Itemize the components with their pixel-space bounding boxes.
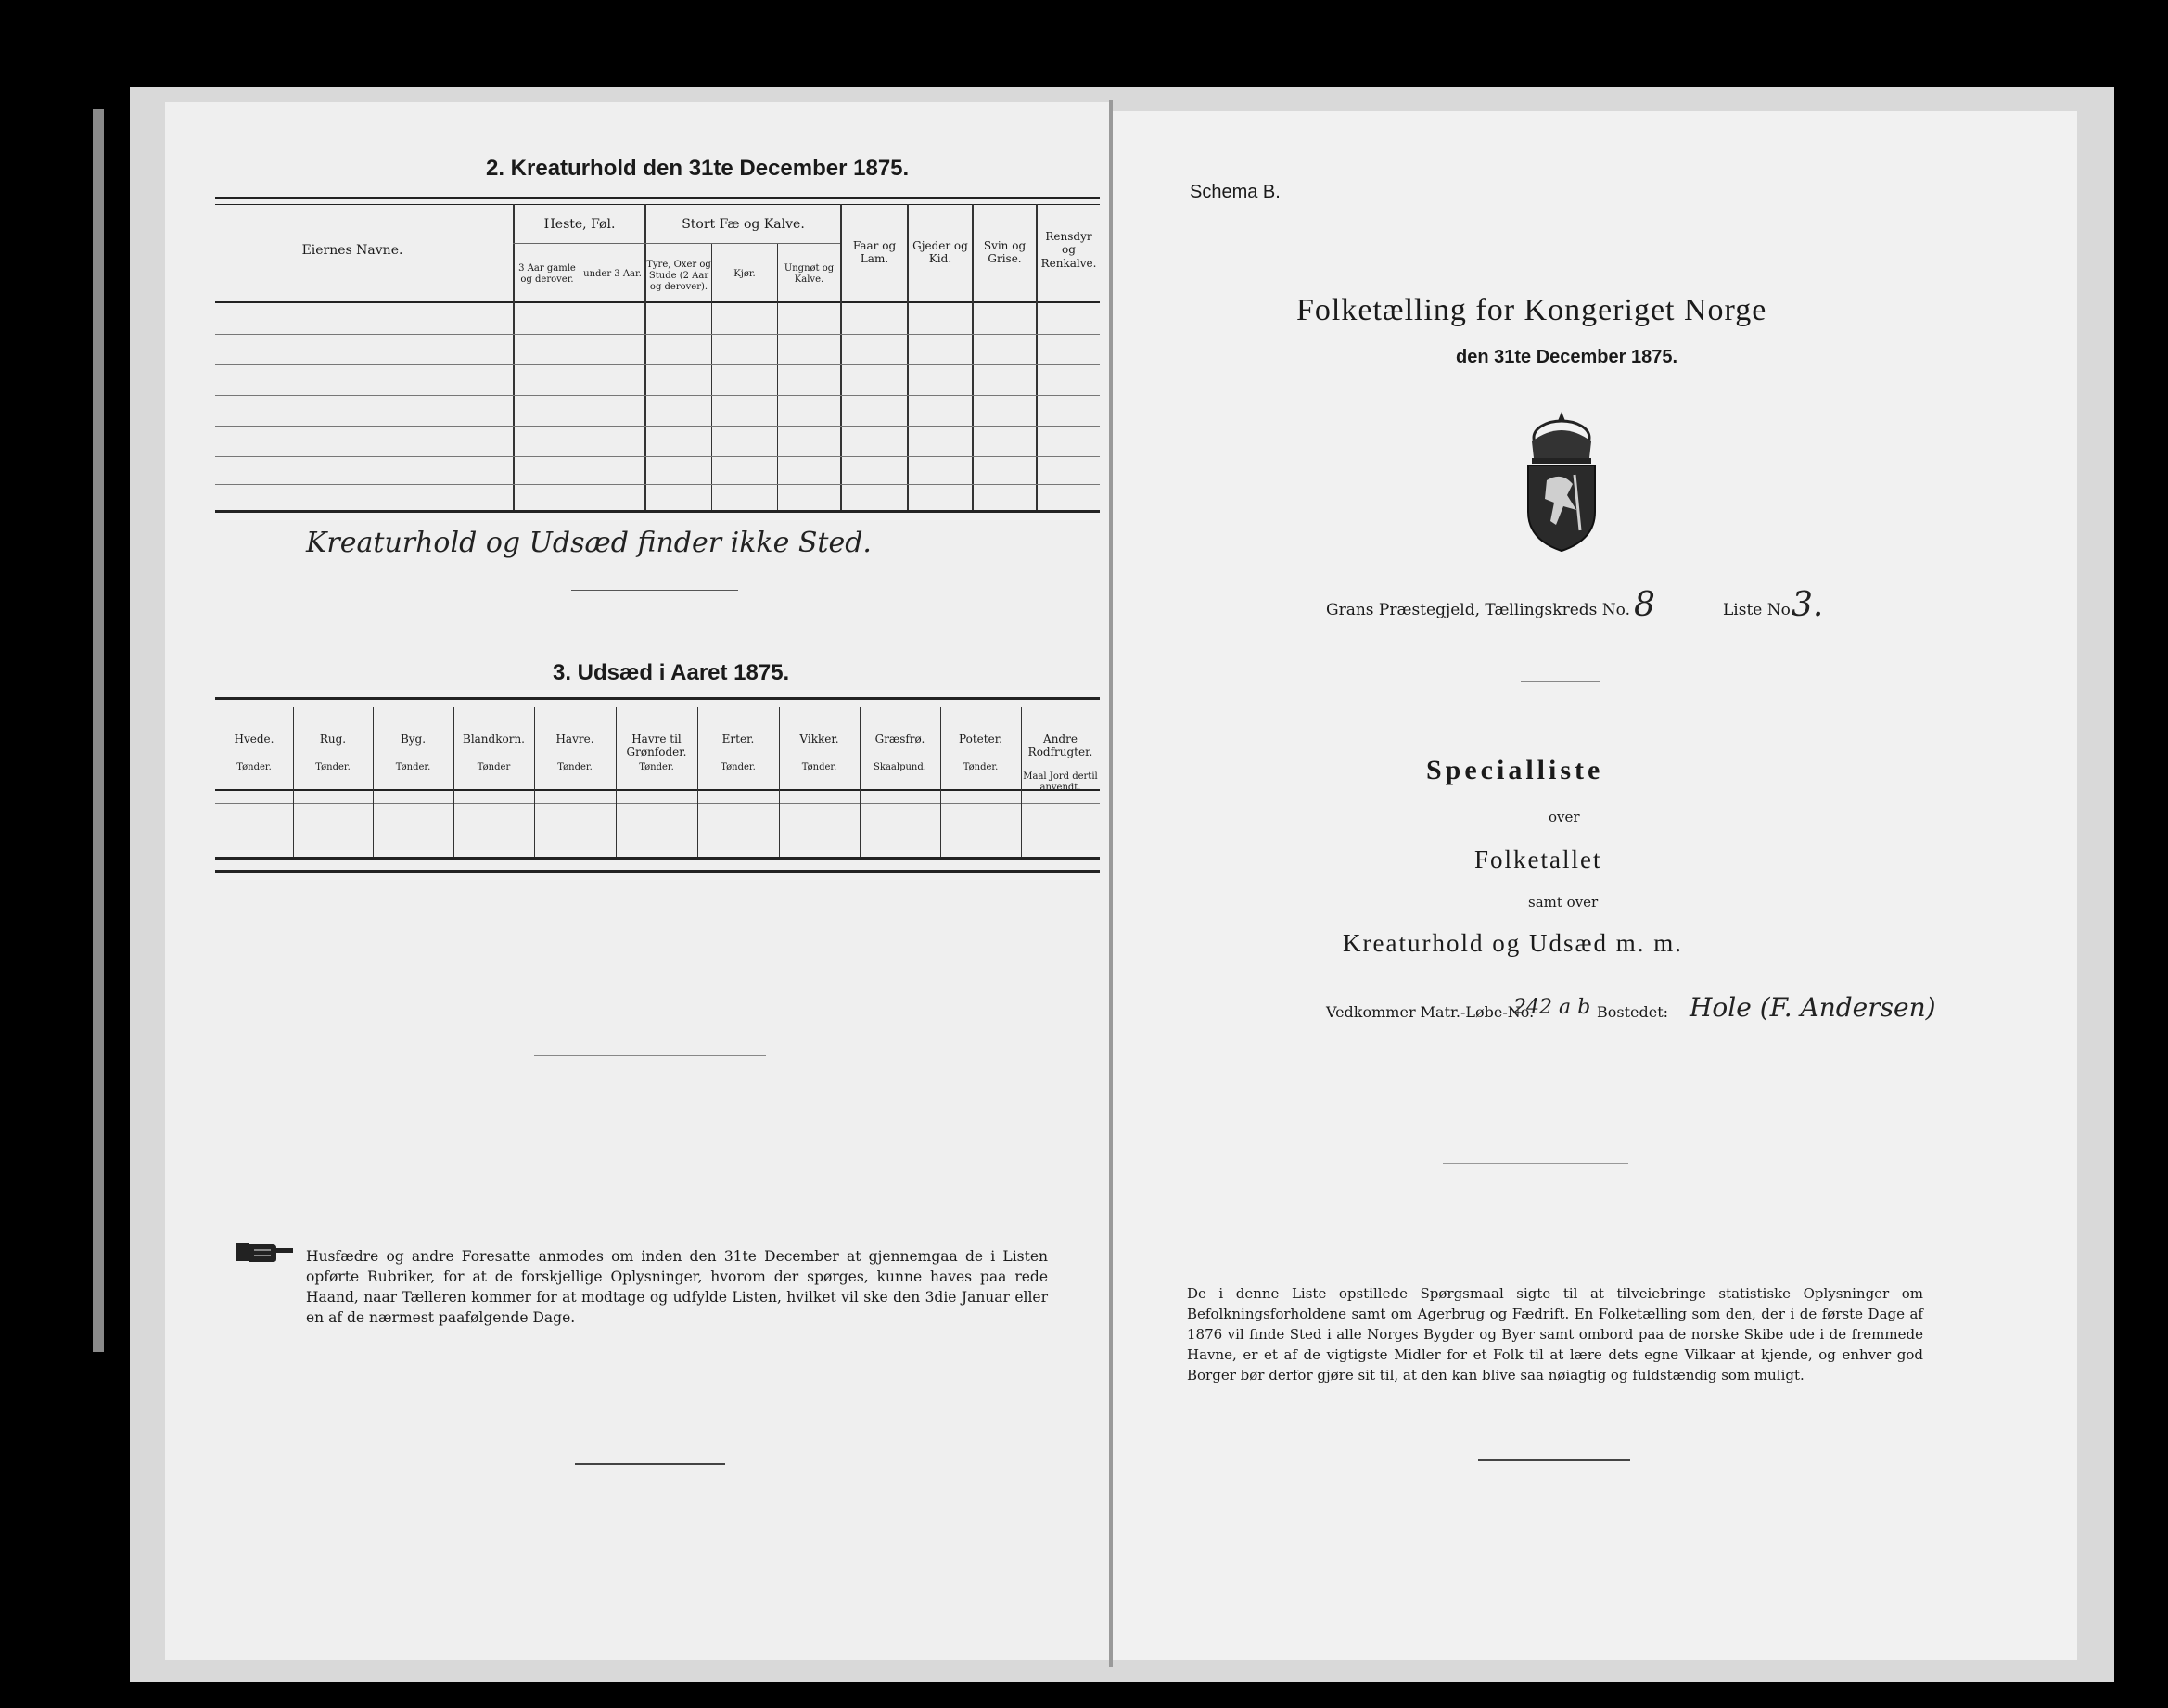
samt-over-label: samt over xyxy=(1528,894,1599,911)
parish-label: Grans Præstegjeld, Tællingskreds No. xyxy=(1326,601,1630,619)
bottom-divider xyxy=(575,1463,725,1465)
kreaturhold-label: Kreaturhold og Udsæd m. m. xyxy=(1343,929,1683,957)
udsaed-col-name: Poteter. xyxy=(959,733,1002,746)
udsaed-col-name: Græsfrø. xyxy=(874,733,925,746)
liste-label: Liste No. xyxy=(1723,601,1795,619)
udsaed-col-unit: Tønder. xyxy=(963,762,999,772)
horses-group-header: Heste, Føl. xyxy=(543,217,616,232)
section2-title: 2. Kreaturhold den 31te December 1875. xyxy=(486,156,910,181)
udsaed-col-name: Erter. xyxy=(721,733,755,746)
specialliste-title: Specialliste xyxy=(1426,755,1604,785)
udsaed-col-name: Rug. xyxy=(319,733,347,746)
udsaed-col-name: Vikker. xyxy=(799,733,839,746)
udsaed-col-name: Havre. xyxy=(555,733,594,746)
udsaed-col-unit: Tønder. xyxy=(315,762,351,772)
bosted-label: Bostedet: xyxy=(1597,1003,1669,1021)
table2-header-rule xyxy=(215,301,1100,303)
udsaed-col-unit: Tønder. xyxy=(721,762,756,772)
udsaed-col-unit: Tønder. xyxy=(557,762,593,772)
schema-label: Schema B. xyxy=(1190,182,1281,202)
horses-under3-header: under 3 Aar. xyxy=(583,269,642,279)
matr-number: 242 a b xyxy=(1513,996,1591,1019)
udsaed-col-unit: Tønder xyxy=(477,762,511,772)
sheep-header: Faar og Lam. xyxy=(852,239,897,266)
book-spine xyxy=(1109,100,1113,1667)
right-bottom-divider xyxy=(1478,1459,1630,1461)
udsaed-col-unit: Tønder. xyxy=(395,762,431,772)
udsaed-col-name: Havre til Grønfoder. xyxy=(626,733,687,759)
table2-top-rule xyxy=(215,197,1100,199)
goats-header: Gjeder og Kid. xyxy=(912,239,968,266)
udsaed-col-name: Andre Rodfrugter. xyxy=(1027,733,1093,759)
udsaed-col-name: Blandkorn. xyxy=(463,733,525,746)
bulls-header: Tyre, Oxer og Stude (2 Aar og derover). xyxy=(646,260,711,292)
info-paragraph: De i denne Liste opstillede Spørgsmaal sigte til at tilveiebringe statistiske Oplysninger om Befolkningsforholdene samt om Agerbrug og Fædrift. En Folketælling som den, der i de første Dage af 1876 vil finde Sted i alle Norges Bygder og Byer samt ombord paa de norske Skibe ude i de fremmede Havne, er et af de vigtigste Midler for et Folk til at lære dets egne Vilkaar at kjende, og enhver god Borger bør derfor gjøre sit til, at den kan blive saa nøiagtig og fuldstændig som muligt. xyxy=(1187,1285,1923,1383)
udsaed-col-name: Hvede. xyxy=(234,733,274,746)
liste-number: 3. xyxy=(1792,586,1824,624)
young-cattle-header: Ungnøt og Kalve. xyxy=(784,263,835,285)
divider xyxy=(534,1055,766,1056)
kreds-number: 8 xyxy=(1634,586,1655,624)
right-page xyxy=(1113,111,2077,1660)
owner-column-header: Eiernes Navne. xyxy=(301,243,403,258)
left-page xyxy=(165,102,1109,1660)
subtitle: den 31te December 1875. xyxy=(1456,347,1678,367)
section3-title: 3. Udsæd i Aaret 1875. xyxy=(553,660,790,685)
udsaed-col-unit: Skaalpund. xyxy=(874,762,926,772)
cattle-group-header: Stort Fæ og Kalve. xyxy=(682,217,805,232)
table3-header-rule xyxy=(215,789,1100,791)
table2-bottom-rule xyxy=(215,510,1100,513)
table3-bottom-rule xyxy=(215,857,1100,860)
udsaed-col-name: Byg. xyxy=(400,733,427,746)
handwritten-note: Kreaturhold og Udsæd finder ikke Sted. xyxy=(306,527,872,559)
udsaed-col-unit: Tønder. xyxy=(236,762,272,772)
udsaed-col-unit: Tønder. xyxy=(639,762,674,772)
cows-header: Kjør. xyxy=(733,269,756,279)
pigs-header: Svin og Grise. xyxy=(983,239,1027,266)
table3-top-rule xyxy=(215,697,1100,700)
page-edge xyxy=(93,109,104,1352)
bosted-value: Hole (F. Andersen) xyxy=(1690,992,1936,1023)
udsaed-col-unit: Maal Jord dertil anvendt. xyxy=(1023,771,1098,793)
reindeer-header: Rensdyr og Renkalve. xyxy=(1040,230,1097,270)
udsaed-col-unit: Tønder. xyxy=(801,762,837,772)
coat-of-arms-icon xyxy=(1519,410,1604,553)
folketallet-label: Folketallet xyxy=(1474,846,1602,873)
main-title: Folketælling for Kongeriget Norge xyxy=(1296,293,1767,327)
matr-label: Vedkommer Matr.-Løbe-No. xyxy=(1326,1003,1535,1021)
horses-3yr-header: 3 Aar gamle og derover. xyxy=(518,263,576,285)
over-label: over xyxy=(1549,809,1580,825)
pointing-hand-icon xyxy=(234,1237,295,1265)
notice-text: Husfædre og andre Foresatte anmodes om inden den 31te December at gjennemgaa de i Listen opførte Rubriker, for at de forskjellige Oplysninger, hvorom der spørges, kunne haves paa rede Haand, naar Tælleren kommer for at modtage og udfylde Listen, hvilket vil ske den 3die Januar eller en af de nærmest paafølgende Dage. xyxy=(306,1248,1048,1326)
